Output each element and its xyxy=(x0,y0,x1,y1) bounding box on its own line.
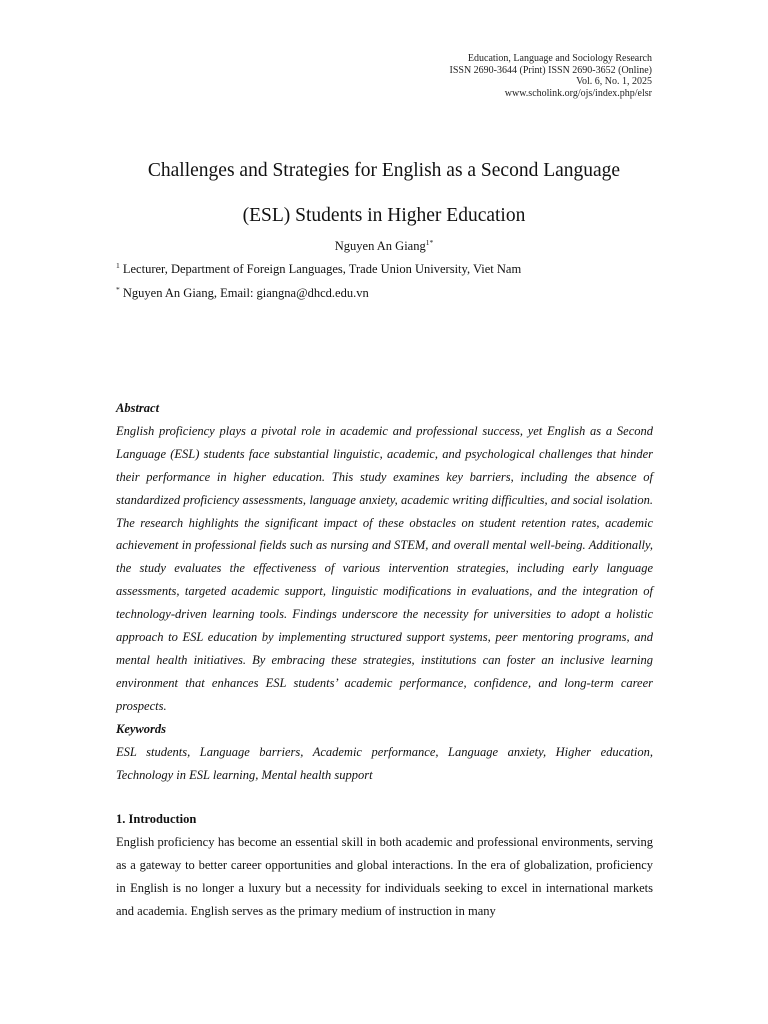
author-superscript: 1* xyxy=(425,238,434,247)
corresponding-author xyxy=(116,285,369,301)
abstract-text: English proficiency plays a pivotal role in academic and professional success, yet English as a Second Language (ESL) students face substantial linguistic, academic, and psychological challenges that hinder their performance in higher education. This study examines key barriers, including the absence of standardized proficiency assessments, language anxiety, academic writing difficulties, and social isolation. The research highlights the significant impact of these obstacles on student retention rates, academic achievement in professional fields such as nursing and STEM, and overall mental well-being. Additionally, the study evaluates the effectiveness of various intervention strategies, including early language assessments, targeted academic support, linguistic modifications in evaluations, and the integration of technology-driven learning tools. Findings underscore the necessity for universities to adopt a holistic approach to ESL education by implementing structured support systems, peer mentoring programs, and mental health initiatives. By embracing these strategies, institutions can foster an inclusive learning environment that enhances ESL students’ academic performance, confidence, and long-term career prospects. xyxy=(116,423,653,713)
keywords-text: ESL students, Language barriers, Academic performance, Language anxiety, Higher education, Technology in ESL learning, Mental health support xyxy=(116,744,653,782)
affiliation-superscript: 1 xyxy=(116,261,120,270)
paper-title-line-1: Challenges and Strategies for English as a Second Language xyxy=(147,160,621,181)
affiliation xyxy=(116,261,521,277)
journal-name: Education, Language and Sociology Research xyxy=(467,53,652,64)
author-line xyxy=(0,238,768,254)
abstract-heading: Abstract xyxy=(116,401,160,415)
journal-header xyxy=(450,53,653,99)
introduction-text: English proficiency has become an essential skill in both academic and professional environments, serving as a gateway to better career opportunities and global interactions. In the era of globalization, proficiency in English is no longer a luxury but a necessity for individuals seeking to excel in international markets and academia. English serves as the primary medium of instruction in many xyxy=(116,835,653,919)
introduction-heading: 1. Introduction xyxy=(116,812,197,827)
corresponding-text: Nguyen An Giang, Email: giangna@dhcd.edu.vn xyxy=(122,286,369,300)
paper-title-line-2: (ESL) Students in Higher Education xyxy=(242,205,526,226)
affiliation-text: Lecturer, Department of Foreign Languages, Trade Union University, Viet Nam xyxy=(122,262,522,276)
paper-body xyxy=(116,397,653,923)
corresponding-superscript: * xyxy=(116,285,120,294)
journal-volume: Vol. 6, No. 1, 2025 xyxy=(576,76,652,88)
paper-title xyxy=(0,148,768,238)
journal-issn: ISSN 2690-3644 (Print) ISSN 2690-3652 (Online) xyxy=(449,64,652,76)
author-name: Nguyen An Giang xyxy=(334,239,426,253)
keywords-heading: Keywords xyxy=(116,721,166,736)
journal-url: www.scholink.org/ojs/index.php/elsr xyxy=(504,87,652,99)
